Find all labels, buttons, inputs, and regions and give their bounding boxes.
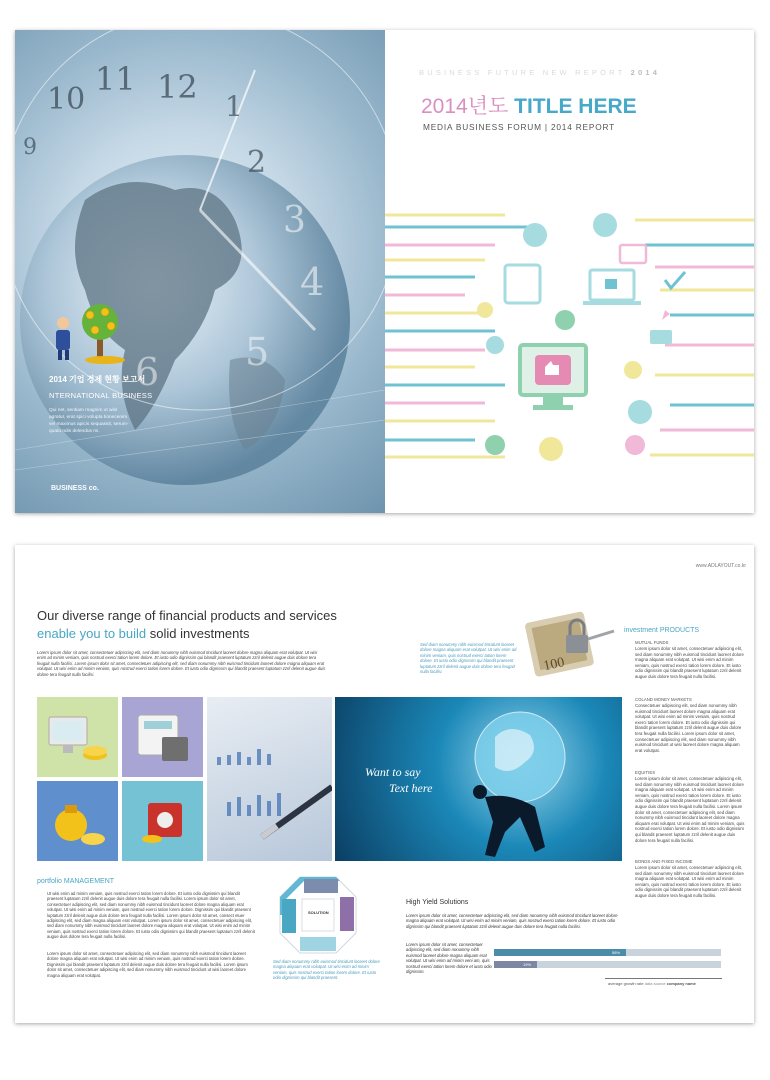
growth-bar-chart	[494, 947, 721, 977]
clock-number: 6	[135, 350, 160, 394]
clock-number: 2	[247, 145, 267, 180]
investment-section: EQUITIES Lorem ipsum dolor sit amet, consectetuer adipiscing elit, sed diam nonummy nibh euismod tincidunt laoreet dolore magna aliquam erat volutpat. Ut wisi enim ad minim veniam, quis nostrud exerci tation lorem dolore. Et iusto odio dignissim qui blandit praesent luptatum zzril delenit augue duis dolore tera feugait nulla facilisi. Lorem ipsum dolor sit amet, consectetuer adipiscing elit, sed diam nonummy nibh euismod tincidunt laoreet dolore magna aliquam erat volutpat. Ut wisi enim ad minim veniam, quis nostrud exerci tation lorem dolore. Et iusto odio dignissim qui blandit praesent luptatum zzril delenit augue duis dolore tera feugait nulla facilisi.	[635, 770, 745, 843]
high-yield-title: High Yield Solutions	[406, 899, 469, 906]
globe-carrier-photo	[335, 697, 622, 861]
solution-caption: Sed diam nonummy nibh euismod tincidunt laoreet dolore magna aliquam erat volutpat. Ut wisi enim ad minim veniam, quis nostrud exerci tation lorem dolore. Et iusto odio dignissim qui blandit praesent.	[273, 959, 380, 981]
portfolio-paragraph-1: Ut wisi enim ad minim veniam, quis nostrud exerci tation lorem dolore. Et iusto odio dignissim qui blandit praesent luptatum zzril delenit augue duis dolore tera feugait nulla facilisi. Lorem ipsum dolor sit amet, consectetuer adipiscing elit, sed diam nonummy nibh euismod tincidunt laoreet dolore magna aliquam erat volutpat. Ut wisi enim ad minim veniam, quis nostrud exerci tation lorem dolore. Dignissim qui blandit praesent luptatum zzril delenit augue duis dolore tera feugait nulla facilisi. Lorem ipsum dolor sit amet, consect etuer adipiscing elit, sed diam magna aliquam erat volutpat. Lorem ipsum dolor sit amet, consectetuer adipiscing elit, sed diam nonummy nibh euismod tincidunt laoreet dolore magna aliquam erat volutpat. Ut wisi enim ad minim veniam, quis nostrud exerci tation lorem dolore. Et iusto odio dignissim qui blandit praesent luptatum zzril delenit augue duis dolore tera feugait nulla facilisi.	[47, 891, 255, 940]
cover-description: Qui net, sentiam magnim ut wisl agratur, erat spici volupta tionecenim vel maximus apicis sequassit, serum- quatu ndis delendus mi.	[49, 408, 129, 434]
laptop-icon	[583, 270, 641, 305]
monitor-like-icon	[520, 345, 586, 410]
gear-icon	[555, 310, 575, 330]
music-note-icon	[624, 361, 642, 379]
chart-pen-photo	[207, 697, 332, 861]
camera-icon	[539, 437, 563, 461]
solution-label: SOLUTION	[308, 910, 329, 915]
portfolio-title: portfolio MANAGEMENT	[37, 878, 115, 885]
money-bag-icon	[37, 781, 118, 861]
twitter-bird-icon	[628, 400, 652, 424]
cover-main-title: 2014년도 TITLE HERE	[421, 95, 637, 118]
high-yield-lead: Lorem ipsum dolor sit amet, consectetuer adipiscing elit, sed diam nonummy nibh euismod laoreet dolore magna aliquam erat volutpat. Ut wisi enim ad minim veni am, quis nostrud exerci tation lorem dolore et iusto odio dignissim.	[406, 942, 492, 975]
high-yield-paragraph: Lorem ipsum dolor sit amet, consectetuer adipiscing elit, sed diam nonummy nibh euismod tincidunt laoreet dolore magna aliquam erat volutpat. Ut wisi enim ad minim veniam, quis nostrud exerci tation lorem dolore. Et iusto odio dignissim qui blandit praesent luptatum zzril delenit augue duis dolore tera feugait nulla facilisi.	[406, 913, 618, 929]
money-bags-tile	[37, 781, 118, 861]
money-caption: Sed diam nonummy nibh euismod tincidunt laoreet dolore magna aliquam erat volutpat. Ut wisi enim ad minim veniam, quis nostrud exerci tation lorem dolore. Et iusto odio dignissim qui blandit praesent luptatum zzril delenit augue duis dolore tera feugait nulla facilisi.	[420, 642, 517, 675]
chart-caption-rule	[605, 978, 722, 979]
compass-icon	[523, 223, 547, 247]
tablet-icon	[505, 265, 540, 303]
clock-number: 1	[225, 90, 243, 123]
cover-photo-panel	[15, 30, 385, 513]
headline-line-1: Our diverse range of financial products and services	[37, 608, 337, 623]
check-icon	[665, 272, 685, 288]
want-to-say-text: Want to say	[365, 765, 421, 779]
mail-icon	[620, 245, 646, 263]
investment-products-list	[635, 640, 747, 905]
safe-icon	[122, 781, 203, 861]
website-url: www.ADLAYOUT.co.kr	[695, 563, 746, 569]
calculator-icon	[122, 697, 203, 777]
bar-track	[494, 949, 721, 956]
investment-section: MUTUAL FUNDS Lorem ipsum dolor sit amet, consectetuer adipiscing elit, sed diam nonummy nibh euismod tincidunt laoreet dolore magna aliquam erat volutpat. Ut wisi enim ad minim veniam, quis nostrud exerci tation lorem dolore. Et iusto odio dignissim qui blandit praesent luptatum zzril delenit augue duis dolore tera feugait nulla facilisi.	[635, 640, 744, 679]
text-here-text: Text here	[389, 781, 433, 795]
bar	[494, 949, 626, 956]
clock-number: 11	[95, 60, 136, 98]
user-icon	[477, 302, 493, 318]
svg-text:100: 100	[542, 655, 566, 675]
bar-label: 58%	[612, 950, 621, 955]
portfolio-paragraph-2: Lorem ipsum dolor sit amet, consectetuer adipiscing elit, sed diam nonummy nibh euismod tincidunt laoreet dolore magna aliquam erat volutpat. Ut wisi enim ad minim veniam, quis nostrud exerci tation lorem dolore. Dignissim qui blandit praesent luptatum zzril delenit augue duis dolore tera feugait nulla facilisi. Lorem ipsum dolor sit amet, consectetuer adipiscing elit, sed diam nonummy nibh euismod tincidunt ut wisi laoreet dolore magna aliquam erat volutpat.	[47, 951, 248, 978]
cover-brand: BUSINESS co.	[51, 485, 99, 492]
chart-caption: average growth rate data source company name	[608, 981, 696, 986]
headline-line-2: enable you to build solid investments	[37, 626, 250, 641]
monitor-coins-icon	[37, 697, 118, 777]
investment-products-title: investment PRODUCTS	[624, 627, 700, 634]
clock-number: 10	[47, 82, 86, 117]
money-lock-photo	[518, 607, 618, 685]
cover-korean-title: 2014 기업 경제 현황 보고서	[49, 375, 146, 384]
investment-section: BONDS AND FIXED INCOME Lorem ipsum dolor sit amet, consectetuer adipiscing elit, sed diam nonummy nibh euismod tincidunt laoreet dolore magna aliquam erat volutpat. Ut wisi enim ad minim veniam, quis nostrud exerci tation lorem dolore. Et iusto odio dignissim qui blandit praesent luptatum zzril delenit augue duis dolore tera feugait nulla facilisi.	[635, 859, 744, 898]
clock-number: 12	[157, 68, 198, 106]
power-icon	[485, 435, 505, 455]
bar-label: 19%	[523, 962, 532, 967]
bar-chart-paper-icon	[207, 697, 332, 861]
computer-coins-tile	[37, 697, 118, 777]
clock-number: 9	[23, 135, 37, 160]
report-header: BUSINESS FUTURE NEW REPORT 2014	[419, 68, 661, 77]
intro-paragraph: Lorem ipsum dolor sit amet, consectetuer adipiscing elit, sed diam nonummy nibh euismod tincidunt laoreet dolore magna aliquam erat volutpat. Ut wisi enim ad minim veniam, quis nostrud exerci tation lorem dolore. Et iusto odio dignissim qui blandit praesent luptatum zzril delenit augue duis dolore tera feugait nulla facilisi. Lorem ipsum dolor sit amet, consectetuer adipiscing elit, sed diam nonummy nibh euismod tincidunt laoreet dolore magna aliquam erat volutpat. Ut wisi enim ad minim veniam, quis nostrud exerci tation lorem dolore. Et iusto odio dignissim qui blandit praesent luptatum zzril delenit augue duis dolore tera feugait nulla facilisi.	[37, 650, 326, 677]
calculator-tile	[122, 697, 203, 777]
solution-diagram	[278, 875, 358, 955]
briefcase-icon	[593, 213, 617, 237]
clock-number: 3	[283, 200, 306, 241]
forum-line: MEDIA BUSINESS FORUM | 2014 REPORT	[423, 122, 615, 132]
inner-spread	[15, 545, 754, 1023]
star-icon	[662, 310, 670, 320]
smile-icon	[625, 435, 645, 455]
safe-tile	[122, 781, 203, 861]
bar-track	[494, 961, 721, 968]
investment-section: COLAND MONEY MARKETS Consectetuer adipiscing elit, sed diam nonummy nibh euismod tincidunt laoreet dolore magna aliquam erat volutpat. Ut wisi enim ad minim veniam, quis nostrud exerci tation lorem dolore. Et iusto odio dignissim qui blandit praesent luptatum zzril delenit augue duis dolore tera feugait nulla facilisi. Lorem ipsum dolor sit amet, consectetuer adipiscing elit, sed diam nonummy nibh euismod tincidunt ut wisi laoreet dolore magna aliquam erat volutpat.	[635, 697, 742, 753]
cover-title-panel	[385, 30, 754, 513]
social-media-infographic	[385, 205, 754, 505]
clock-number: 4	[300, 260, 325, 304]
cover-subtitle: NTERNATIONAL BUSINESS	[49, 391, 153, 400]
clock-number: 5	[245, 330, 270, 374]
cover-spread	[15, 30, 754, 513]
desktop-icon	[650, 330, 672, 344]
chat-bubble-icon	[486, 336, 504, 354]
